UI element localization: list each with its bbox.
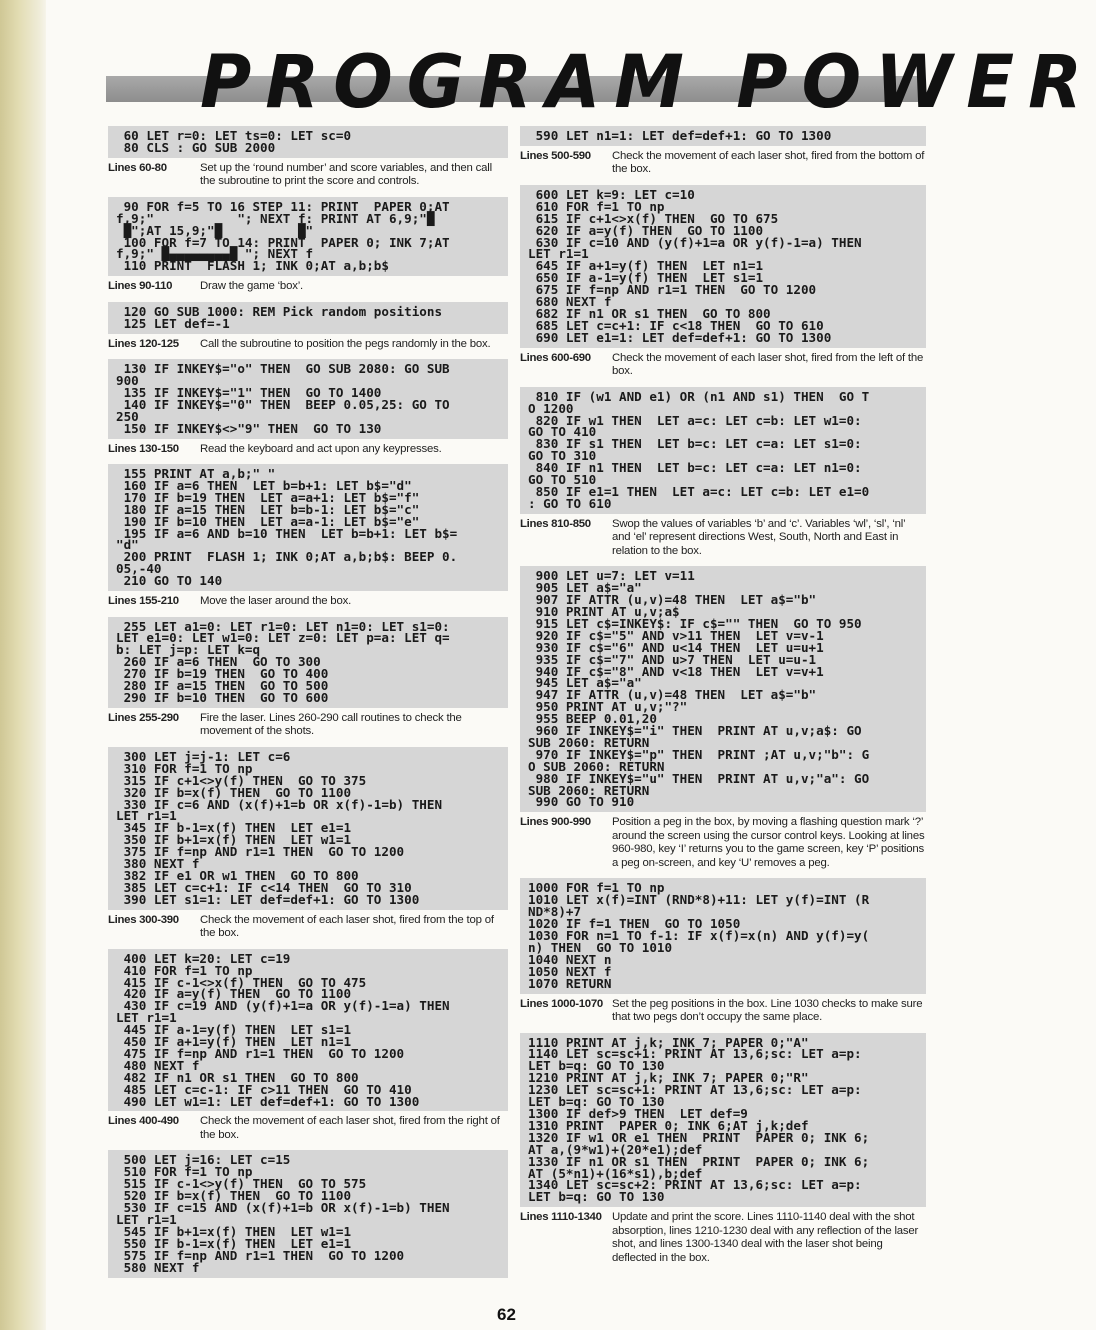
caption-description: Update and print the score. Lines 1110-1140 deal with the shot absorption, lines 1210-1230 deal with any reflection of the laser shot, and lines 1300-1340 deal with the laser shot being deflected in the box. (612, 1211, 919, 1264)
listing-caption (520, 998, 926, 1025)
caption-line-range: Lines 1000-1070 (520, 997, 603, 1010)
code-listing: 1110 PRINT AT j,k; INK 7; PAPER 0;"A" 1140 LET sc=sc+1: PRINT AT 13,6;sc: LET a=p: LET b=q: GO TO 130 1210 PRINT AT j,k; INK 7; PAPER 0;"R" 1230 LET sc=sc+1: PRINT AT 13,6;sc: LET a=p: LET b=q: GO TO 130 1300 IF def>9 THEN LET def=9 1310 PRINT PAPER 0; INK 6;AT j,k;def 1320 IF w1 OR e1 THEN PRINT PAPER 0; INK 6; AT a,(9*w1)+(20*e1);def 1330 IF n1 OR s1 THEN PRINT PAPER 0; INK 6; AT (5*n1)+(16*s1),b;def 1340 LET sc=sc+2: PRINT AT 13,6;sc: LET a=p: LET b=q: GO TO 130 (520, 1033, 926, 1208)
caption-line-range: Lines 500-590 (520, 149, 591, 162)
caption-description: Check the movement of each laser shot, fired from the bottom of the box. (612, 149, 925, 176)
caption-description: Check the movement of each laser shot, fired from the left of the box. (612, 351, 924, 378)
listing-caption (520, 150, 926, 177)
caption-description: Swop the values of variables ‘b’ and ‘c’. Variables ‘wl’, ‘sl’, ‘nl’ and ‘el’ represent directions West, South, North and East in relation to the box. (612, 517, 906, 557)
code-listing: 60 LET r=0: LET ts=0: LET sc=0 80 CLS : GO SUB 2000 (108, 126, 508, 158)
code-listing: 300 LET j=j-1: LET c=6 310 FOR f=1 TO np 315 IF c+1<>y(f) THEN GO TO 375 320 IF b=x(f) THEN GO TO 1100 330 IF c=6 AND (x(f)+1=b OR x(f)-1=b) THEN LET r1=1 345 IF b-1=x(f) THEN LET e1=1 350 IF b+1=x(f) THEN LET w1=1 375 IF f=np AND r1=1 THEN GO TO 1200 380 NEXT f 382 IF e1 OR w1 THEN GO TO 800 385 LET c=c+1: IF c<14 THEN GO TO 310 390 LET s1=1: LET def=def+1: GO TO 1300 (108, 747, 508, 910)
listing-caption (108, 914, 508, 941)
code-listing: 255 LET a1=0: LET r1=0: LET n1=0: LET s1=0: LET e1=0: LET w1=0: LET z=0: LET p=a: LET q= b: LET j=p: LET k=q 260 IF a=6 THEN GO TO 300 270 IF b=19 THEN GO TO 400 280 IF a=15 THEN GO TO 500 290 IF b=10 THEN GO TO 600 (108, 617, 508, 708)
listing-caption (108, 1115, 508, 1142)
listing-caption (108, 595, 508, 609)
caption-line-range: Lines 600-690 (520, 351, 591, 364)
binding-spine (0, 0, 46, 1330)
page-number: 62 (497, 1305, 516, 1324)
listing-caption (108, 280, 508, 294)
caption-description: Set up the ‘round number’ and score variables, and then call the subroutine to print the score and controls. (200, 161, 492, 188)
code-listing: 400 LET k=20: LET c=19 410 FOR f=1 TO np 415 IF c-1<>x(f) THEN GO TO 475 420 IF a=y(f) THEN GO TO 1100 430 IF c=19 AND (y(f)+1=a OR y(f)-1=a) THEN LET r1=1 445 IF a-1=y(f) THEN LET s1=1 450 IF a+1=y(f) THEN LET n1=1 475 IF f=np AND r1=1 THEN GO TO 1200 480 NEXT f 482 IF n1 OR s1 THEN GO TO 800 485 LET c=c-1: IF c>11 THEN GO TO 410 490 LET w1=1: LET def=def+1: GO TO 1300 (108, 949, 508, 1112)
caption-line-range: Lines 400-490 (108, 1115, 179, 1128)
caption-description: Call the subroutine to position the pegs randomly in the box. (200, 337, 491, 350)
code-listing: 500 LET j=16: LET c=15 510 FOR f=1 TO np 515 IF c-1<>y(f) THEN GO TO 575 520 IF b=x(f) THEN GO TO 1100 530 IF c=15 AND (x(f)+1=b OR x(f)-1=b) THEN LET r1=1 545 IF b+1=x(f) THEN LET w1=1 550 IF b-1=x(f) THEN LET e1=1 575 IF f=np AND r1=1 THEN GO TO 1200 580 NEXT f (108, 1150, 508, 1277)
caption-description: Read the keyboard and act upon any keypresses. (200, 442, 442, 455)
caption-line-range: Lines 255-290 (108, 711, 179, 724)
caption-line-range: Lines 810-850 (520, 517, 591, 530)
caption-line-range: Lines 90-110 (108, 280, 173, 293)
caption-description: Fire the laser. Lines 260-290 call routines to check the movement of the shots. (200, 711, 462, 738)
code-listing: 120 GO SUB 1000: REM Pick random positions 125 LET def=-1 (108, 302, 508, 334)
listing-caption (108, 712, 508, 739)
code-listing: 810 IF (w1 AND e1) OR (n1 AND s1) THEN GO T O 1200 820 IF w1 THEN LET a=c: LET c=b: LET w1=0: GO TO 410 830 IF s1 THEN LET b=c: LET c=a: LET s1=0: GO TO 310 840 IF n1 THEN LET b=c: LET c=a: LET n1=0: GO TO 510 850 IF e1=1 THEN LET a=c: LET c=b: LET e1=0 : GO TO 610 (520, 387, 926, 514)
caption-description: Set the peg positions in the box. Line 1030 checks to make sure that two pegs don’t occupy the same place. (612, 997, 923, 1024)
listing-caption (108, 443, 508, 457)
code-listing: 90 FOR f=5 TO 16 STEP 11: PRINT PAPER 0;AT f,9;" "; NEXT f: PRINT AT 6,9;"█ █";AT 15,9;"█ █" 100 FOR f=7 TO 14: PRINT PAPER 0; INK 7;AT f,9;" █▄▄▄▄▄▄▄▄█ "; NEXT f 110 PRINT FLASH 1; INK 0;AT a,b;b$ (108, 197, 508, 276)
caption-line-range: Lines 155-210 (108, 595, 179, 608)
code-listing: 1000 FOR f=1 TO np 1010 LET x(f)=INT (RND*8)+11: LET y(f)=INT (R ND*8)+7 1020 IF f=1 THEN GO TO 1050 1030 FOR n=1 TO f-1: IF x(f)=x(n) AND y(f)=y( n) THEN GO TO 1010 1040 NEXT n 1050 NEXT f 1070 RETURN (520, 878, 926, 993)
caption-line-range: Lines 60-80 (108, 161, 167, 174)
caption-line-range: Lines 300-390 (108, 913, 179, 926)
caption-line-range: Lines 120-125 (108, 337, 179, 350)
code-listing: 600 LET k=9: LET c=10 610 FOR f=1 TO np 615 IF c+1<>x(f) THEN GO TO 675 620 IF a=y(f) THEN GO TO 1100 630 IF c=10 AND (y(f)+1=a OR y(f)-1=a) THEN LET r1=1 645 IF a+1=y(f) THEN LET n1=1 650 IF a-1=y(f) THEN LET s1=1 675 IF f=np AND r1=1 THEN GO TO 1200 680 NEXT f 682 IF n1 OR s1 THEN GO TO 800 685 LET c=c+1: IF c<18 THEN GO TO 610 690 LET e1=1: LET def=def+1: GO TO 1300 (520, 185, 926, 348)
listing-caption (520, 1211, 926, 1265)
listing-caption (520, 518, 926, 559)
right-column (520, 126, 926, 1273)
listing-caption (520, 352, 926, 379)
caption-description: Check the movement of each laser shot, fired from the right of the box. (200, 1115, 500, 1141)
caption-description: Move the laser around the box. (200, 595, 352, 608)
caption-description: Position a peg in the box, by moving a flashing question mark ‘?’ around the screen using the cursor control keys. Looking at lines 960-980, key ‘I’ returns you to the game screen, key ‘P’ positions a peg on-screen, and key ‘U’ removes a peg. (612, 816, 925, 869)
code-listing: 130 IF INKEY$="o" THEN GO SUB 2080: GO SUB 900 135 IF INKEY$="1" THEN GO TO 1400 140 IF INKEY$="0" THEN BEEP 0.05,25: GO TO 250 150 IF INKEY$<>"9" THEN GO TO 130 (108, 359, 508, 438)
caption-line-range: Lines 130-150 (108, 442, 179, 455)
code-listing: 155 PRINT AT a,b;" " 160 IF a=6 THEN LET b=b+1: LET b$="d" 170 IF b=19 THEN LET a=a+1: LET b$="f" 180 IF a=15 THEN LET b=b-1: LET b$="c" 190 IF b=10 THEN LET a=a-1: LET b$="e" 195 IF a=6 AND b=10 THEN LET b=b+1: LET b$= "d" 200 PRINT FLASH 1; INK 0;AT a,b;b$: BEEP 0. 05,-40 210 GO TO 140 (108, 464, 508, 591)
caption-description: Draw the game ‘box’. (200, 280, 303, 293)
left-column (108, 126, 508, 1278)
listing-caption (520, 816, 926, 870)
listing-caption (108, 162, 508, 189)
caption-description: Check the movement of each laser shot, fired from the top of the box. (200, 913, 494, 940)
code-listing: 590 LET n1=1: LET def=def+1: GO TO 1300 (520, 126, 926, 146)
caption-line-range: Lines 900-990 (520, 816, 591, 829)
code-listing: 900 LET u=7: LET v=11 905 LET a$="a" 907 IF ATTR (u,v)=48 THEN LET a$="b" 910 PRINT AT u,v;a$ 915 LET c$=INKEY$: IF c$="" THEN GO TO 950 920 IF c$="5" AND v>11 THEN LET v=v-1 930 IF c$="6" AND u<14 THEN LET u=u+1 935 IF c$="7" AND u>7 THEN LET u=u-1 940 IF c$="8" AND v<18 THEN LET v=v+1 945 LET a$="a" 947 IF ATTR (u,v)=48 THEN LET a$="b" 950 PRINT AT u,v;"?" 955 BEEP 0.01,20 960 IF INKEY$="i" THEN PRINT AT u,v;a$: GO SUB 2060: RETURN 970 IF INKEY$="p" THEN PRINT ;AT u,v;"b": G O SUB 2060: RETURN 980 IF INKEY$="u" THEN PRINT AT u,v;"a": GO SUB 2060: RETURN 990 GO TO 910 (520, 566, 926, 812)
caption-line-range: Lines 1110-1340 (520, 1211, 602, 1224)
page-title: PROGRAM POWER (200, 38, 1096, 126)
listing-caption (108, 338, 508, 352)
